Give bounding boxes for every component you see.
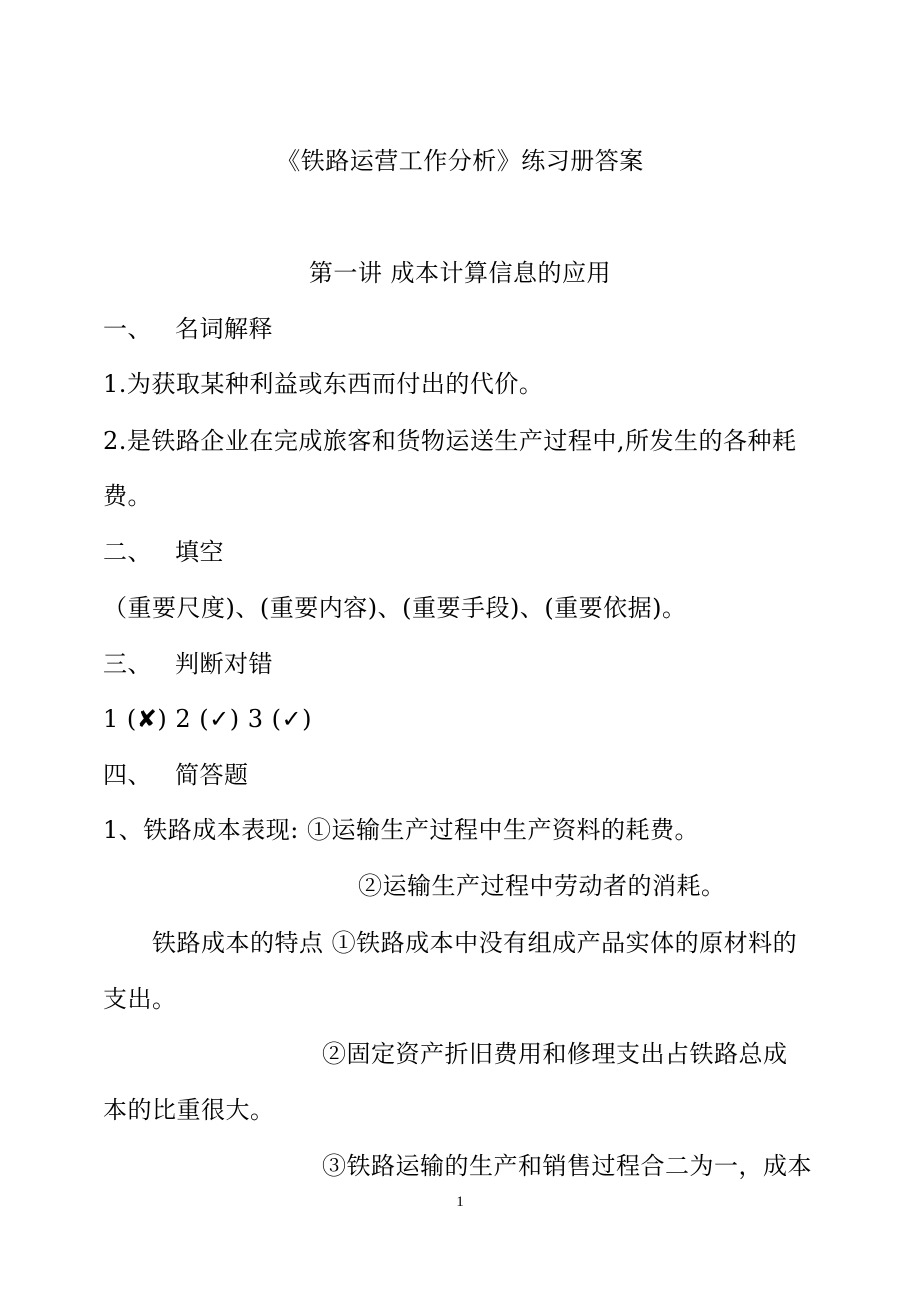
short-answer-line-7: ③铁路运输的生产和销售过程合二为一，成本 (322, 1152, 812, 1180)
fill-blank-answer: （重要尺度)、(重要内容)、(重要手段)、(重要依据)。 (103, 594, 687, 622)
definition-item-1: 1.为获取某种利益或东西而付出的代价。 (103, 370, 544, 398)
true-false-answer: 1 (✘) 2 (✓) 3 (✓) (103, 705, 312, 733)
short-answer-line-3: 铁路成本的特点 ①铁路成本中没有组成产品实体的原材料的 (152, 929, 798, 957)
section-number: 四、 (103, 761, 152, 789)
short-answer-line-4: 支出。 (103, 985, 177, 1013)
section-heading-3 (103, 648, 273, 680)
section-label: 填空 (175, 538, 224, 566)
section-label: 判断对错 (175, 650, 273, 678)
definition-item-2: 2.是铁路企业在完成旅客和货物运送生产过程中,所发生的各种耗 (103, 427, 797, 455)
document-title: 《铁路运营工作分析》练习册答案 (276, 147, 644, 175)
definition-item-2-cont: 费。 (103, 482, 152, 510)
section-number: 一、 (103, 315, 152, 343)
short-answer-line-6: 本的比重很大。 (103, 1096, 275, 1124)
short-answer-line-2: ②运输生产过程中劳动者的消耗。 (358, 872, 726, 900)
section-label: 简答题 (175, 761, 249, 789)
section-heading-4 (103, 759, 249, 791)
lecture-title: 第一讲 成本计算信息的应用 (308, 259, 612, 287)
section-heading-2 (103, 536, 224, 568)
section-number: 三、 (103, 650, 152, 678)
section-heading-1 (103, 313, 273, 345)
section-number: 二、 (103, 538, 152, 566)
section-label: 名词解释 (175, 315, 273, 343)
page-number: 1 (456, 1194, 464, 1210)
short-answer-line-1: 1、铁路成本表现: ①运输生产过程中生产资料的耗费。 (103, 816, 699, 844)
short-answer-line-5: ②固定资产折旧费用和修理支出占铁路总成 (322, 1040, 788, 1068)
